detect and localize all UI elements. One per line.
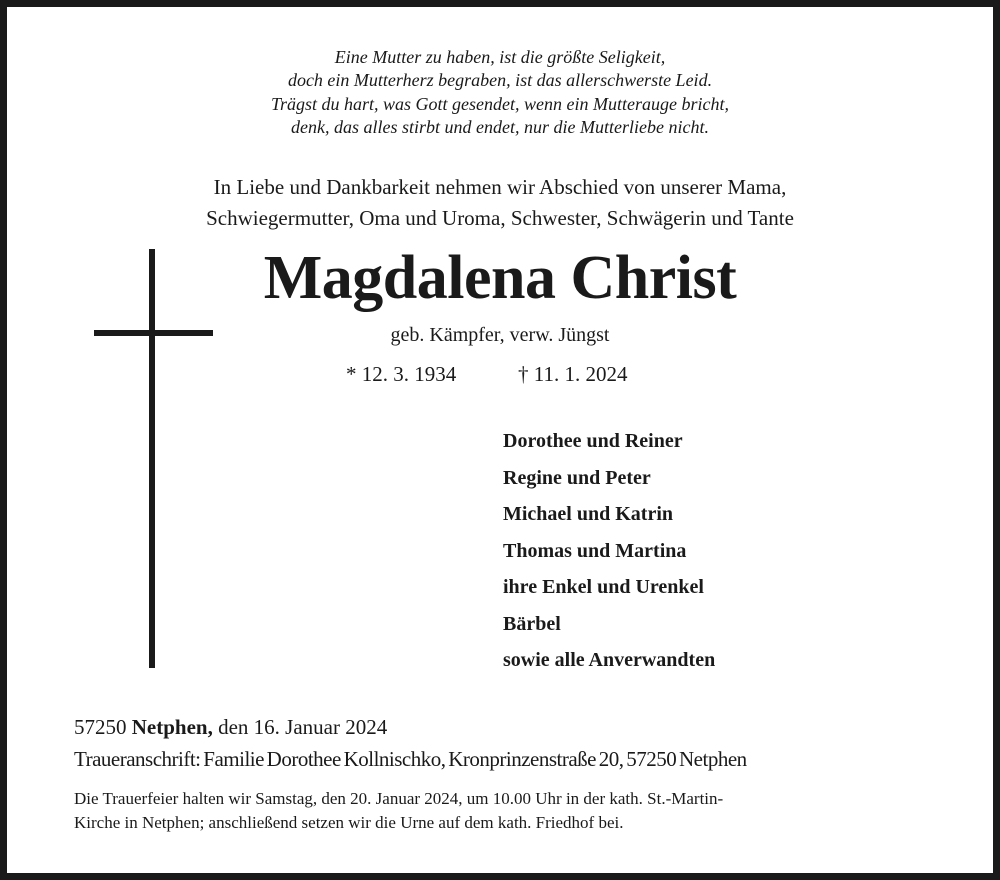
intro-line: Schwiegermutter, Oma und Uroma, Schwester, Schwägerin und Tante	[206, 206, 794, 230]
poem-line: doch ein Mutterherz begraben, ist das allerschwerste Leid.	[287, 70, 713, 91]
maiden-name: geb. Kämpfer, verw. Jüngst	[390, 324, 610, 346]
mourner: sowie alle Anverwandten	[503, 649, 716, 671]
notice-date: den 16. Januar 2024	[218, 715, 388, 739]
mourners-list	[503, 423, 715, 679]
poem-line: Trägst du hart, was Gott gesendet, wenn ein Mutterauge bricht,	[271, 93, 729, 114]
mourner: Dorothee und Reiner	[503, 430, 683, 452]
town: Netphen,	[131, 715, 213, 739]
memorial-poem	[0, 46, 1000, 139]
ceremony-info	[74, 787, 723, 835]
ceremony-line: Kirche in Netphen; anschließend setzen wir die Urne auf dem kath. Friedhof bei.	[74, 813, 624, 832]
intro-line: In Liebe und Dankbarkeit nehmen wir Abschied von unserer Mama,	[213, 175, 787, 199]
mourner: Michael und Katrin	[503, 503, 674, 525]
mourner: ihre Enkel und Urenkel	[503, 576, 704, 598]
mourner: Regine und Peter	[503, 466, 651, 489]
life-dates	[346, 360, 627, 388]
birth-date: * 12. 3. 1934	[346, 362, 457, 386]
place-date	[74, 712, 387, 742]
poem-line: denk, das alles stirbt und endet, nur die Mutterliebe nicht.	[291, 116, 709, 137]
mourner: Bärbel	[503, 612, 561, 635]
deceased-name: Magdalena Christ	[263, 244, 737, 312]
poem-line: Eine Mutter zu haben, ist die größte Seligkeit,	[334, 47, 666, 67]
mourner: Thomas und Martina	[503, 539, 687, 562]
mourning-address: Traueranschrift: Familie Dorothee Kollnischko, Kronprinzenstraße 20, 57250 Netphen	[74, 747, 747, 771]
death-date: † 11. 1. 2024	[518, 362, 628, 386]
postcode: 57250	[74, 715, 127, 739]
farewell-intro	[0, 172, 1000, 234]
ceremony-line: Die Trauerfeier halten wir Samstag, den 20. Januar 2024, um 10.00 Uhr in der kath. St.-Martin-	[74, 789, 724, 808]
